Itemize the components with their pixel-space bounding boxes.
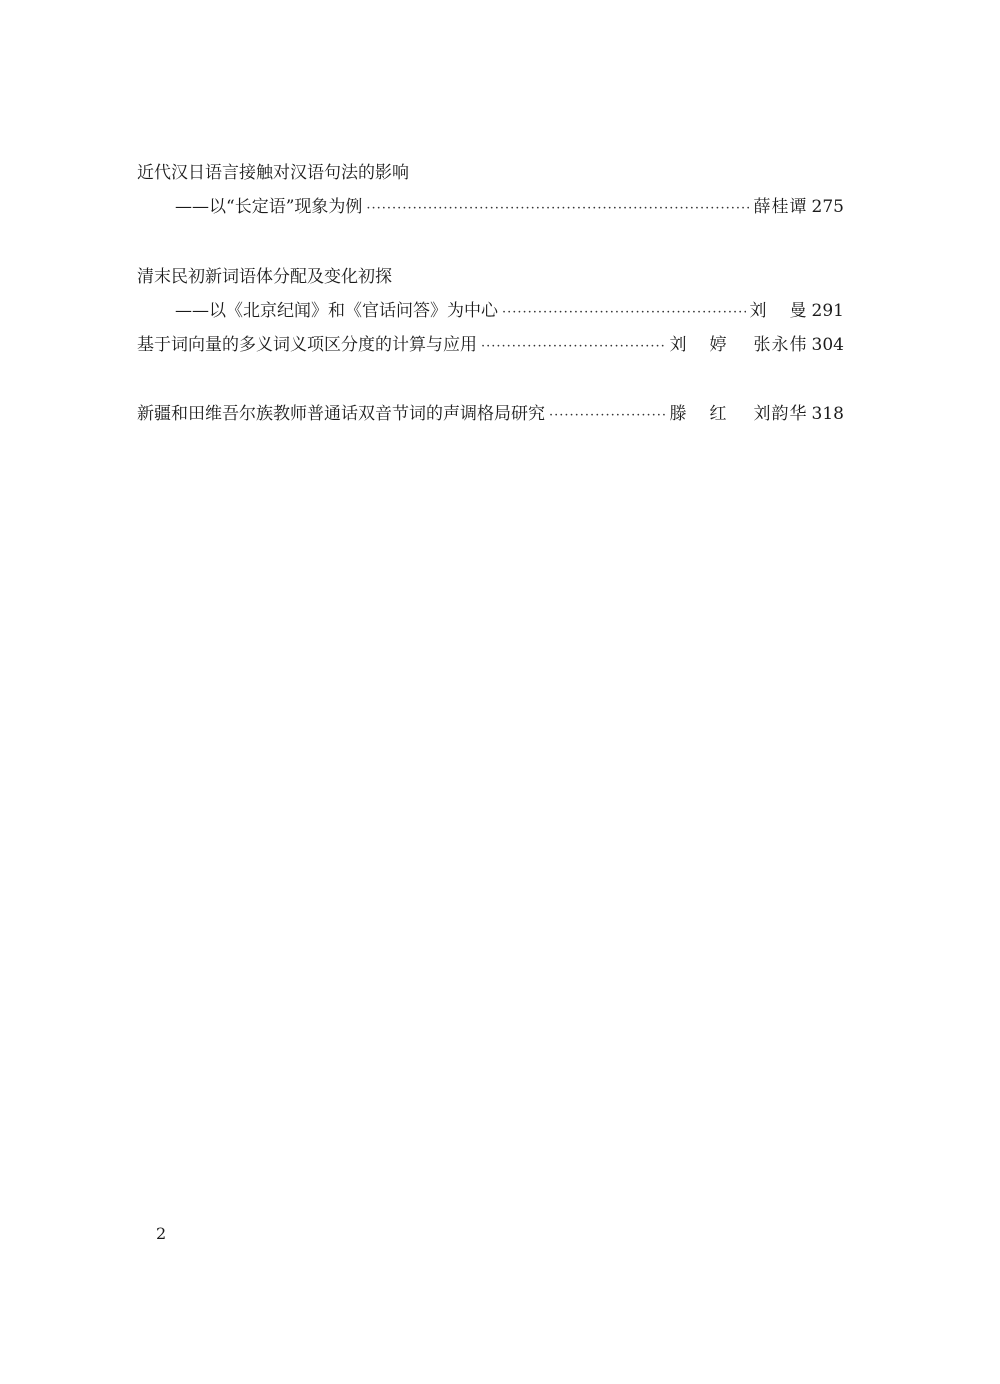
author-surname: 刘	[669, 335, 688, 355]
page-number: 2	[156, 1224, 167, 1243]
toc-entry-line	[137, 401, 844, 427]
toc-entry-title	[137, 264, 844, 290]
author-given-name: 曼	[789, 301, 808, 321]
entry-subtitle: ——以“长定语”现象为例	[175, 197, 363, 217]
leader-dots	[502, 302, 746, 324]
author-given-name: 婷	[709, 335, 728, 355]
entry-author	[670, 332, 808, 358]
author-surname: 刘	[749, 301, 768, 321]
entry-title: 基于词向量的多义词义项区分度的计算与应用	[137, 335, 477, 355]
leader-dots	[549, 405, 666, 427]
entry-title: 新疆和田维吾尔族教师普通话双音节词的声调格局研究	[137, 404, 545, 424]
second-author: 刘韵华	[753, 404, 808, 424]
entry-title: 近代汉日语言接触对汉语句法的影响	[137, 163, 409, 183]
toc-entry-title	[137, 160, 844, 186]
entry-author: 薛桂谭	[753, 197, 808, 217]
entry-page: 304	[811, 335, 844, 355]
author-given-name: 红	[709, 404, 728, 424]
entry-page: 291	[811, 301, 844, 321]
entry-author	[750, 298, 808, 324]
toc-entry-line	[137, 332, 844, 358]
entry-page: 275	[811, 197, 844, 217]
author-surname: 滕	[669, 404, 688, 424]
entry-author	[670, 401, 808, 427]
leader-dots	[481, 336, 666, 358]
toc-entry-subtitle-line	[175, 194, 844, 220]
toc-entry-subtitle-line	[175, 298, 844, 324]
entry-page: 318	[811, 404, 844, 424]
entry-subtitle: ——以《北京纪闻》和《官话问答》为中心	[175, 301, 498, 321]
leader-dots	[366, 198, 749, 220]
second-author: 张永伟	[753, 335, 808, 355]
entry-title: 清末民初新词语体分配及变化初探	[137, 267, 392, 287]
